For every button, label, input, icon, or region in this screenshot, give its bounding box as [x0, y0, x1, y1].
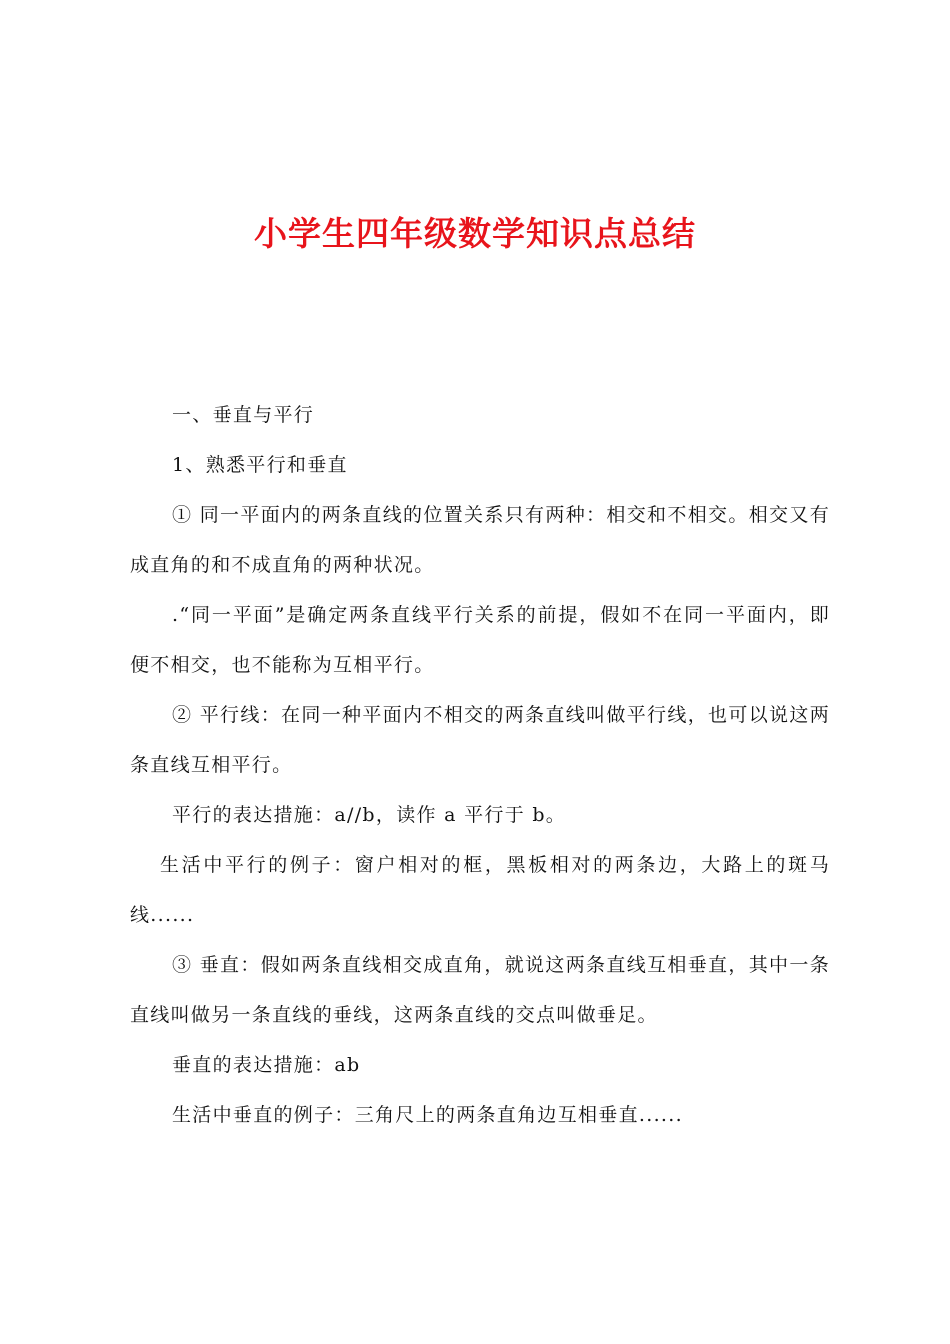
section-heading: 一、垂直与平行: [172, 404, 315, 426]
paragraph: ① 同一平面内的两条直线的位置关系只有两种：相交和不相交。相交又有成直角的和不成直角的两种状况。: [130, 504, 830, 576]
document-body: [130, 390, 830, 1140]
paragraph: 垂直的表达措施：ab: [172, 1054, 361, 1076]
paragraph: 平行的表达措施：a//b，读作 a 平行于 b。: [172, 804, 567, 826]
paragraph: ② 平行线：在同一种平面内不相交的两条直线叫做平行线，也可以说这两条直线互相平行。: [130, 704, 830, 776]
paragraph: 生活中垂直的例子：三角尺上的两条直角边互相垂直......: [172, 1104, 683, 1126]
subsection-heading: 1、熟悉平行和垂直: [172, 454, 348, 476]
paragraph: ③ 垂直：假如两条直线相交成直角，就说这两条直线互相垂直，其中一条直线叫做另一条直线的垂线，这两条直线的交点叫做垂足。: [130, 954, 830, 1026]
paragraph: 生活中平行的例子：窗户相对的框，黑板相对的两条边，大路上的斑马线......: [130, 854, 830, 926]
paragraph: .“同一平面”是确定两条直线平行关系的前提，假如不在同一平面内，即便不相交，也不能称为互相平行。: [130, 604, 830, 676]
document-title: 小学生四年级数学知识点总结: [254, 214, 696, 253]
